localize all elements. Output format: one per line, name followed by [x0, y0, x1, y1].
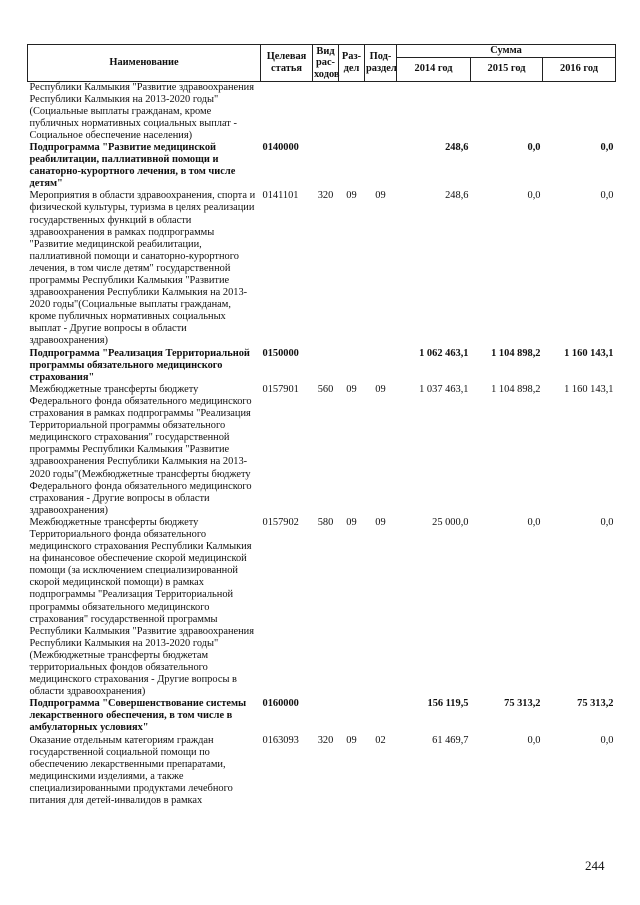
- row-subsection: [365, 142, 397, 190]
- table-body: [28, 81, 616, 807]
- row-subsection: 09: [375, 190, 386, 202]
- row-sum-2015: 1 104 898,2: [491, 347, 541, 359]
- row-subsection: [365, 698, 397, 734]
- table-row: [28, 384, 616, 517]
- row-expense-type: [313, 348, 339, 384]
- row-sum-2015: 75 313,2: [504, 698, 541, 710]
- row-target-article: 0163093: [262, 734, 299, 746]
- row-section: 09: [346, 383, 357, 395]
- row-sum-2015: 0,0: [527, 190, 541, 202]
- row-sum-2015: 0,0: [527, 516, 541, 528]
- row-section: [339, 81, 365, 142]
- row-target-article: 0150000: [262, 347, 299, 359]
- row-sum-2014: 1 062 463,1: [419, 347, 469, 359]
- row-subsection: 09: [375, 383, 386, 395]
- table-header: [28, 45, 616, 82]
- col-header-2016: 2016 год: [543, 57, 616, 81]
- row-expense-type: 560: [317, 383, 334, 395]
- row-sum-2016: 0,0: [600, 734, 614, 746]
- row-target-article: 0157901: [262, 383, 299, 395]
- row-section: [339, 698, 365, 734]
- col-header-section: Раз-дел: [339, 45, 365, 82]
- row-section: [339, 348, 365, 384]
- row-sum-2015: 0,0: [527, 734, 541, 746]
- col-header-sum: Сумма: [397, 45, 616, 58]
- row-sum-2014: 248,6: [445, 190, 469, 202]
- row-name: Оказание отдельным категориям граждан государственной социальной помощи по обеспечению лекарственными препаратами, медицинскими изделиями, а также специализированными продуктами лечебного питания для детей-инвалидов в рамках: [29, 734, 233, 807]
- row-name: Межбюджетные трансферты бюджету Территориального фонда обязательного медицинского страхования Республики Калмыкия на финансовое обеспечение скорой медицинской помощи (за исключением специализированной скорой медицинской помощи) в рамках подпрограммы "Реализация Территориальной программы обязательного медицинского страхования" государственной программы Республики Калмыкия "Развитие здравоохранения Республики Калмыкия на 2013-2020 годы"(Межбюджетные трансферты бюджетам территориальных фондов обязательного медицинского страхования - Другие вопросы в области здравоохранения): [29, 516, 255, 698]
- row-section: 09: [346, 190, 357, 202]
- col-header-subsection: Под-раздел: [365, 45, 397, 82]
- row-subsection: [365, 81, 397, 142]
- row-name: Подпрограмма "Реализация Территориальной программы обязательного медицинского страхования": [29, 347, 250, 383]
- row-target-article: 0141101: [262, 190, 299, 202]
- row-sum-2014: 25 000,0: [432, 516, 469, 528]
- row-target-article: [261, 81, 313, 142]
- row-target-article: 0140000: [262, 141, 299, 153]
- row-sum-2016: 0,0: [600, 141, 614, 153]
- row-sum-2016: 0,0: [600, 516, 614, 528]
- col-header-name: Наименование: [28, 45, 261, 82]
- row-expense-type: 320: [317, 734, 334, 746]
- row-name: Межбюджетные трансферты бюджету Федерального фонда обязательного медицинского страхования в рамках подпрограммы "Реализация Территориальной программы обязательного медицинского страхования" государственной программы Республики Калмыкия "Развитие здравоохранения Республики Калмыкия на 2013-2020 годы"(Межбюджетные трансферты бюджету Федерального фонда обязательного медицинского страхования - Другие вопросы в области здравоохранения): [29, 383, 252, 516]
- row-expense-type: [313, 81, 339, 142]
- table-row: [28, 190, 616, 347]
- row-subsection: 09: [375, 516, 386, 528]
- row-sum-2016: 1 160 143,1: [564, 347, 614, 359]
- col-header-2015: 2015 год: [471, 57, 543, 81]
- page-number: 244: [585, 858, 605, 873]
- row-expense-type: 320: [317, 190, 334, 202]
- row-sum-2015: 0,0: [527, 141, 541, 153]
- row-name: Мероприятия в области здравоохранения, спорта и физической культуры, туризма в целях реализации государственных функций в области здравоохранения в рамках подпрограммы "Развитие медицинской реабилитации, паллиативной помощи и санаторно-курортного лечения, в том числе детям" государственной программы Республики Калмыкия "Развитие здравоохранения Республики Калмыкия на 2013-2020 годы"(Социальные выплаты гражданам, кроме публичных нормативных социальных выплат - Другие вопросы в области здравоохранения): [29, 190, 256, 347]
- subprogram-row: [28, 142, 616, 190]
- row-target-article: 0157902: [262, 516, 299, 528]
- col-header-target-article: Целевая статья: [261, 45, 313, 82]
- table-row: [28, 517, 616, 698]
- row-target-article: 0160000: [262, 698, 299, 710]
- row-sum-2015: 1 104 898,2: [491, 383, 541, 395]
- row-expense-type: [313, 142, 339, 190]
- row-name: Подпрограмма "Совершенствование системы лекарственного обеспечения, в том числе в амбулаторных условиях": [29, 698, 247, 734]
- row-section: 09: [346, 516, 357, 528]
- row-sum-2016: 1 160 143,1: [564, 383, 614, 395]
- row-expense-type: [313, 698, 339, 734]
- row-sum-2014: 1 037 463,1: [419, 383, 469, 395]
- row-sum-2014: 248,6: [445, 141, 469, 153]
- row-subsection: 02: [375, 734, 386, 746]
- col-header-expense-type: Вид рас-ходов: [314, 45, 340, 80]
- budget-table: [27, 44, 616, 807]
- col-header-2014: 2014 год: [397, 57, 471, 81]
- row-name: Подпрограмма "Развитие медицинской реабилитации, паллиативной помощи и санаторно-курортного лечения, в том числе детям": [29, 141, 236, 190]
- row-section: [339, 142, 365, 190]
- row-subsection: [365, 348, 397, 384]
- budget-sheet: [27, 44, 616, 807]
- row-sum-2015: [471, 81, 543, 142]
- table-row: [28, 735, 616, 808]
- row-sum-2016: [543, 81, 616, 142]
- table-row: [28, 81, 616, 142]
- row-sum-2014: 156 119,5: [427, 698, 469, 710]
- row-expense-type: 580: [317, 516, 334, 528]
- subprogram-row: [28, 698, 616, 734]
- row-sum-2014: 61 469,7: [432, 734, 469, 746]
- row-name: Республики Калмыкия "Развитие здравоохранения Республики Калмыкия на 2013-2020 годы"(Социальные выплаты гражданам, кроме публичных нормативных социальных выплат - Социальное обеспечение населения): [29, 81, 255, 141]
- row-sum-2016: 0,0: [600, 190, 614, 202]
- row-sum-2016: 75 313,2: [577, 698, 614, 710]
- row-sum-2014: [397, 81, 471, 142]
- subprogram-row: [28, 348, 616, 384]
- row-section: 09: [346, 734, 357, 746]
